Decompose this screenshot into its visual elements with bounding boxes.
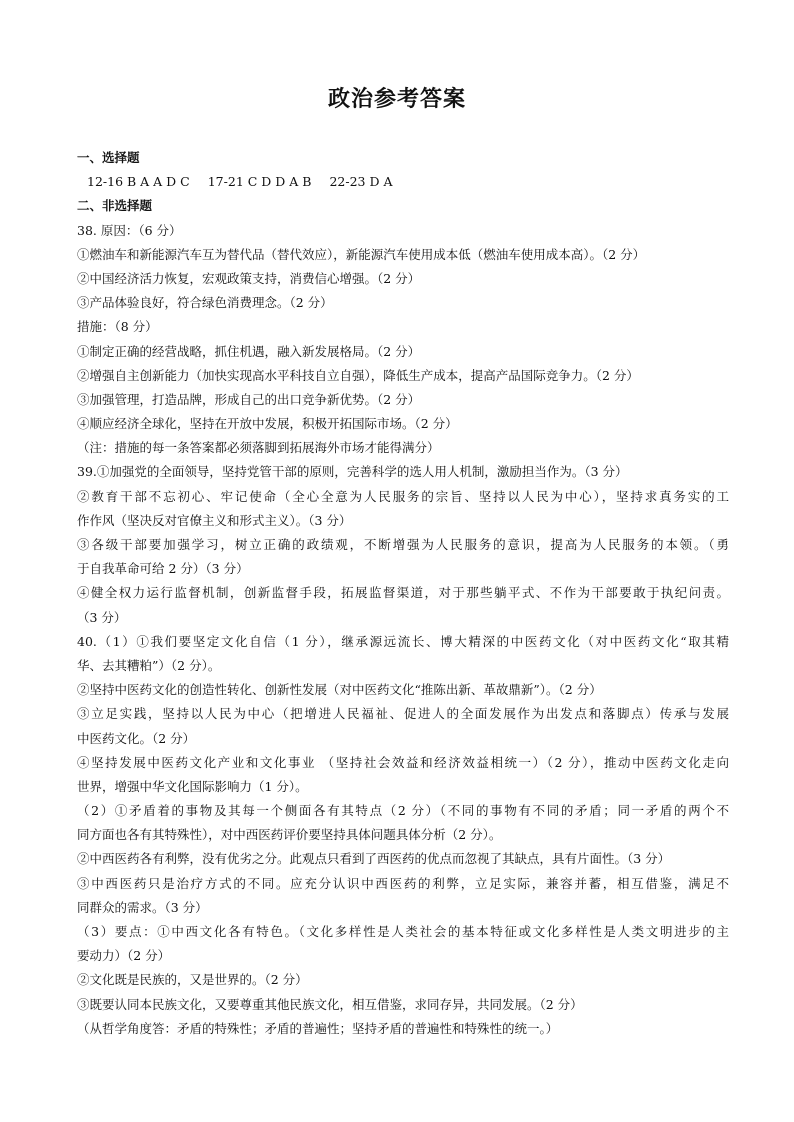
answer-line: 华、去其糟粕”）（2 分）。 bbox=[77, 657, 221, 673]
answer-line: 39.①加强党的全面领导，坚持党管干部的原则，完善科学的选人用人机制，激励担当作为。（3 分） bbox=[77, 464, 628, 480]
answer-line: （3 分） bbox=[77, 609, 127, 625]
answer-line: ②教育干部不忘初心、牢记使命（全心全意为人民服务的宗旨、坚持以人民为中心），坚持求真务实的工 bbox=[77, 488, 729, 504]
section-heading-non-multiple-choice: 二、非选择题 bbox=[77, 198, 153, 214]
mc-answer-group: 12-16 B A A D C bbox=[87, 174, 190, 190]
answer-line: 40.（1）①我们要坚定文化自信（1 分），继承源远流长、博大精深的中医药文化（对中医药文化“取其精 bbox=[77, 633, 729, 649]
answer-line: 作作风（坚决反对官僚主义和形式主义）。（3 分） bbox=[77, 512, 352, 528]
answer-line: （从哲学角度答：矛盾的特殊性；矛盾的普遍性；坚持矛盾的普遍性和特殊性的统一。） bbox=[77, 1020, 559, 1036]
answer-line: 38. 原因：（6 分） bbox=[77, 222, 182, 238]
section-heading-multiple-choice: 一、选择题 bbox=[77, 150, 140, 165]
answer-line: ③既要认同本民族文化，又要尊重其他民族文化，相互借鉴，求同存异，共同发展。（2 分） bbox=[77, 996, 583, 1012]
answer-line: （3）要点：①中西文化各有特色。（文化多样性是人类社会的基本特征或文化多样性是人类文明进步的主 bbox=[77, 924, 729, 939]
answer-line: ③立足实践，坚持以人民为中心（把增进人民福祉、促进人的全面发展作为出发点和落脚点）传承与发展 bbox=[77, 706, 729, 722]
answer-line: ③各级干部要加强学习，树立正确的政绩观，不断增强为人民服务的意识，提高为人民服务的本领。（勇 bbox=[77, 537, 729, 552]
answer-line: ②坚持中医药文化的创造性转化、创新性发展（对中医药文化“推陈出新、革故鼎新”）。（2 分） bbox=[77, 682, 602, 698]
page-title: 政治参考答案 bbox=[327, 87, 466, 112]
answer-line: ④健全权力运行监督机制，创新监督手段，拓展监督渠道，对于那些躺平式、不作为干部要敢于执纪问责。 bbox=[77, 585, 729, 601]
answer-line: 于自我革命可给 2 分）（3 分） bbox=[77, 561, 249, 577]
answer-line: 要动力）（2 分） bbox=[77, 948, 171, 964]
answer-line: （2）①矛盾着的事物及其每一个侧面各有其特点（2 分）（不同的事物有不同的矛盾；同一矛盾的两个不 bbox=[77, 803, 729, 819]
mc-answer-group: 22-23 D A bbox=[329, 174, 393, 190]
answer-line: 同方面也各有其特殊性），对中西医药评价要坚持具体问题具体分析（2 分）。 bbox=[77, 827, 502, 843]
answer-body bbox=[77, 146, 729, 1041]
answer-line: （注：措施的每一条答案都必须落脚到拓展海外市场才能得满分） bbox=[77, 440, 440, 456]
answer-line: ②增强自主创新能力（加快实现高水平科技自立自强），降低生产成本，提高产品国际竞争力。（2 分） bbox=[77, 367, 639, 383]
answer-line: 同群众的需求。（3 分） bbox=[77, 899, 208, 915]
multiple-choice-answers bbox=[77, 170, 729, 194]
answer-line: ②中西医药各有利弊，没有优劣之分。此观点只看到了西医药的优点而忽视了其缺点，具有片面性。（3 分） bbox=[77, 851, 671, 867]
answer-line: ③产品体验良好，符合绿色消费理念。（2 分） bbox=[77, 295, 333, 311]
answer-line: ②文化既是民族的，又是世界的。（2 分） bbox=[77, 972, 308, 988]
answer-line: 中医药文化。（2 分） bbox=[77, 730, 196, 746]
mc-answer-group: 17-21 C D D A B bbox=[207, 174, 312, 190]
answer-line: ③加强管理，打造品牌，形成自己的出口竞争新优势。（2 分） bbox=[77, 391, 421, 407]
answer-line: 措施：（8 分） bbox=[77, 319, 158, 335]
answer-line: ③中西医药只是治疗方式的不同。应充分认识中西医药的利弊，立足实际，兼容并蓄，相互借鉴，满足不 bbox=[77, 875, 729, 891]
answer-line: 世界，增强中华文化国际影响力（1 分）。 bbox=[77, 778, 308, 794]
answer-line: ①燃油车和新能源汽车互为替代品（替代效应），新能源汽车使用成本低（燃油车使用成本高）。（2 分） bbox=[77, 246, 646, 262]
answer-line: ④坚持发展中医药文化产业和文化事业 （坚持社会效益和经济效益相统一）（2 分），推动中医药文化走向 bbox=[77, 754, 729, 770]
answer-line: ②中国经济活力恢复，宏观政策支持，消费信心增强。（2 分） bbox=[77, 270, 421, 286]
answer-line: ①制定正确的经营战略，抓住机遇，融入新发展格局。（2 分） bbox=[77, 343, 421, 359]
answer-line: ④顺应经济全球化，坚持在开放中发展，积极开拓国际市场。（2 分） bbox=[77, 416, 458, 432]
